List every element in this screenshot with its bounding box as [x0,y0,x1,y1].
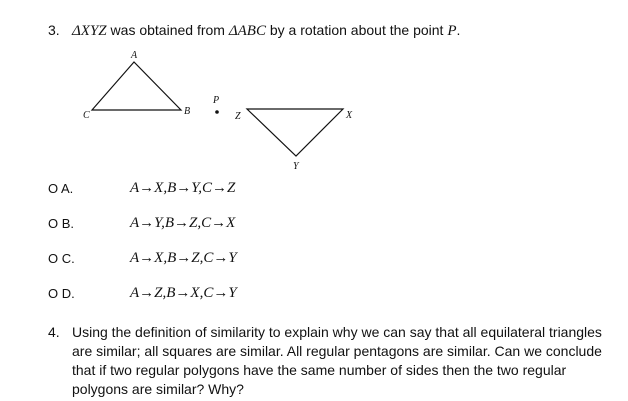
label-z: Z [235,111,241,122]
question-4-line-2: are similar; all squares are similar. All regular pentagons are similar. Can we conclude [72,343,602,359]
option-c-label[interactable]: O C. [48,251,75,266]
prompt-text: was obtained from [106,22,229,38]
option-a-value: A→X,B→Y,C→Z [130,180,236,196]
label-p: P [213,95,220,106]
option-a-label[interactable]: O A. [48,181,74,196]
question-4-line-3: that if two regular polygons have the same number of sides then the two regular [72,362,567,378]
option-b-label[interactable]: O B. [48,216,75,231]
question-4-line-4: polygons are similar? Why? [72,381,244,397]
question-4 [48,323,602,399]
prompt-text: by a rotation about the point [265,22,448,38]
question-4-text: Using the definition of similarity to explain why we can say that all equilateral triangles [72,324,602,340]
triangle-xyz-symbol: ΔXYZ [72,23,107,39]
label-a: A [131,50,138,61]
point-p-symbol: P [447,23,457,39]
option-b-value: A→Y,B→Z,C→X [130,215,236,231]
option-c-value: A→X,B→Z,C→Y [130,250,237,266]
label-c: C [83,110,90,121]
option-d-label[interactable]: O D. [48,286,75,301]
label-y: Y [293,161,299,172]
option-d-value: A→Z,B→X,C→Y [130,285,237,301]
label-b: B [184,106,191,117]
triangle-xyz [247,109,343,156]
question-4-line-1 [48,323,602,342]
question-number: 3. [48,22,60,38]
prompt-text: . [456,22,461,38]
label-x: X [346,110,353,121]
point-p [215,110,219,114]
triangle-abc [92,62,181,110]
question-number: 4. [48,324,60,340]
triangle-abc-symbol: ΔABC [228,23,266,39]
